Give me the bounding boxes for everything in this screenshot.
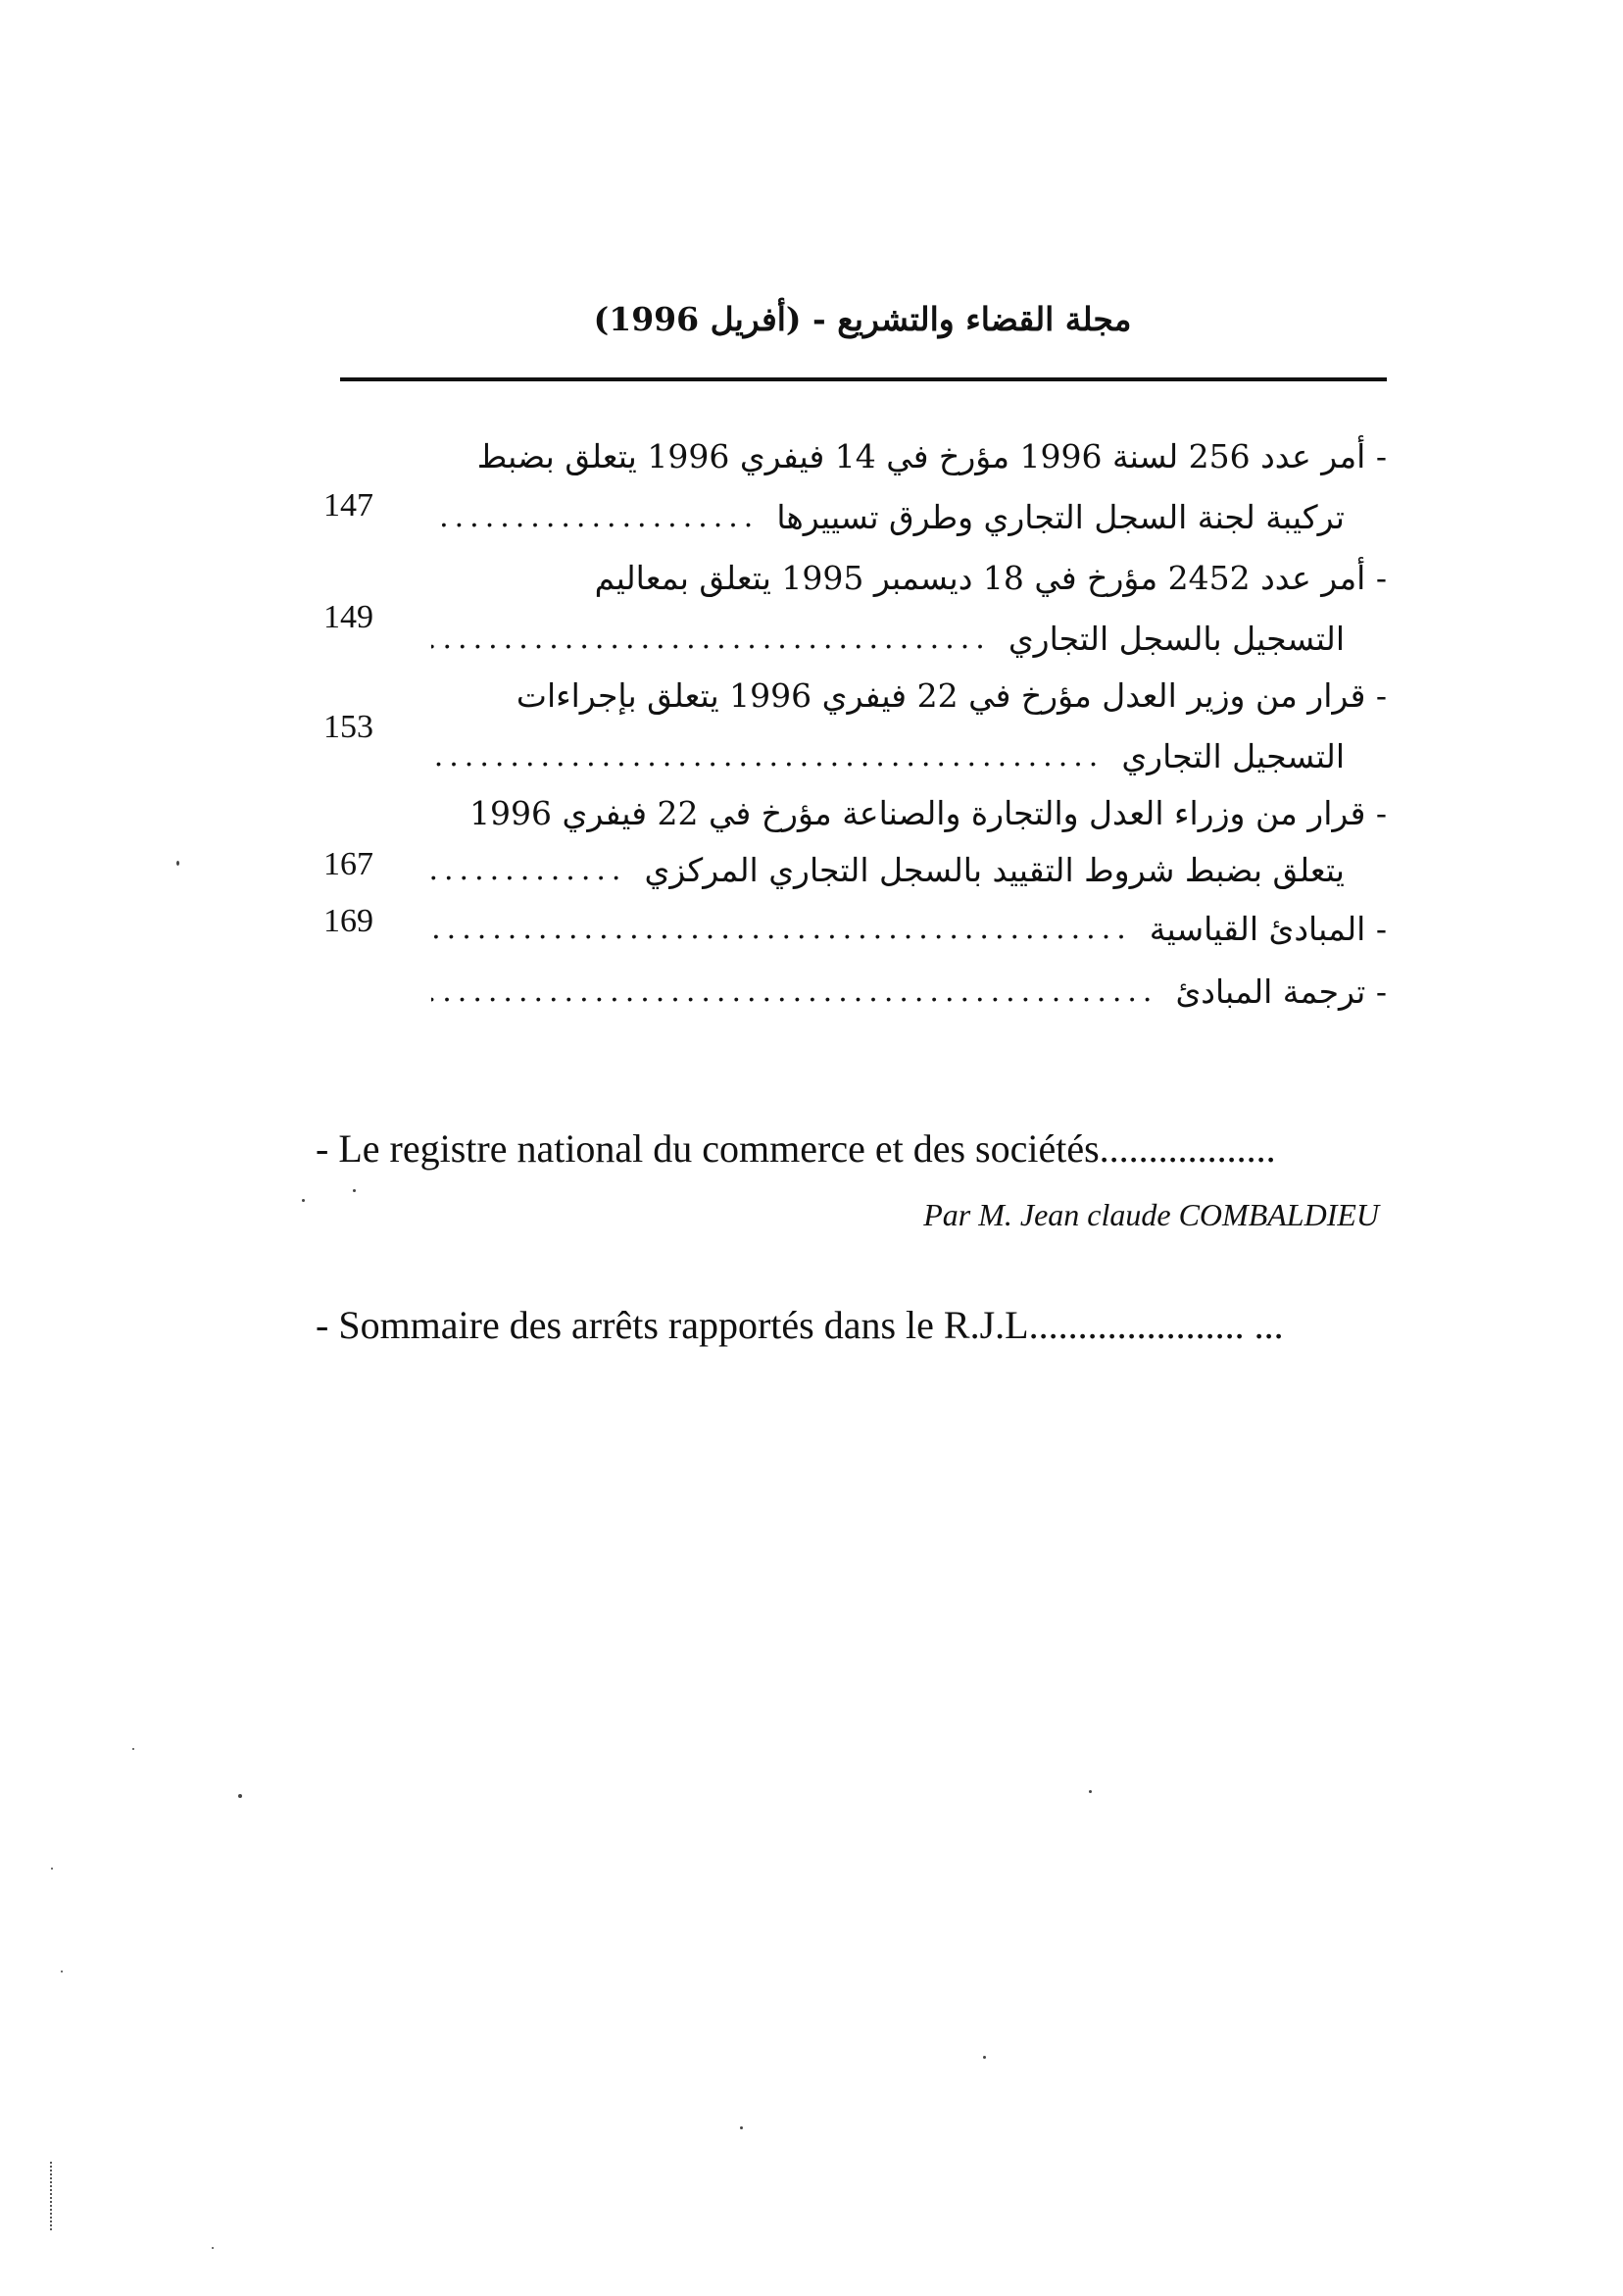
dot-leader	[431, 727, 1104, 786]
toc-entry-4-line-2[interactable]	[431, 841, 1387, 900]
toc-page-number: 149	[323, 599, 373, 635]
toc-entry-text: - قرار من وزير العدل مؤرخ في 22 فيفري 1996 يتعلق بإجراءات	[516, 676, 1387, 715]
toc-entry-text: - قرار من وزراء العدل والتجارة والصناعة مؤرخ في 22 فيفري 1996	[469, 794, 1387, 832]
toc-entry-1-line-2[interactable]	[431, 488, 1387, 547]
toc-entry-text: - ترجمة المبادئ	[1175, 973, 1387, 1011]
header-rule	[340, 377, 1387, 381]
scan-speck	[176, 861, 179, 866]
scan-speck	[740, 2126, 743, 2129]
scan-speck	[61, 1971, 63, 1972]
dot-leader	[431, 610, 991, 669]
scan-speck	[51, 1868, 53, 1870]
dot-leader	[431, 488, 759, 547]
toc-entry-6[interactable]	[431, 963, 1387, 1022]
scan-speck	[302, 1199, 305, 1202]
toc-entry-text: تركيبة لجنة السجل التجاري وطرق تسييرها	[776, 498, 1345, 536]
toc-entry-text: التسجيل التجاري	[1121, 737, 1345, 775]
toc-entry-3-line-1[interactable]	[431, 667, 1387, 725]
toc-entry-text: التسجيل بالسجل التجاري	[1008, 620, 1345, 658]
toc-entry-5[interactable]	[431, 900, 1387, 959]
toc-entry-text: - أمر عدد 256 لسنة 1996 مؤرخ في 14 فيفري 1996 يتعلق بضبط	[476, 437, 1387, 475]
toc-page-number: 169	[323, 903, 373, 939]
toc-page-number: 153	[323, 709, 373, 745]
toc-entry-text: يتعلق بضبط شروط التقييد بالسجل التجاري المركزي	[644, 851, 1345, 889]
scan-speck	[132, 1748, 134, 1750]
scan-speck	[983, 2056, 986, 2059]
toc-page-number: 147	[323, 487, 373, 524]
toc-entry-2-line-1[interactable]	[431, 549, 1387, 608]
toc-entry-1-line-1[interactable]	[431, 427, 1387, 486]
toc-entry-text: - المبادئ القياسية	[1149, 910, 1387, 948]
french-entry-author: Par M. Jean claude COMBALDIEU	[923, 1197, 1379, 1232]
toc-entry-3-line-2[interactable]	[431, 727, 1387, 786]
scan-speck	[238, 1794, 242, 1798]
scan-edge-marks	[50, 2162, 55, 2230]
scan-speck	[212, 2247, 214, 2249]
french-entry-registre[interactable]: - Le registre national du commerce et des sociétés..................	[316, 1126, 1276, 1171]
scan-speck	[353, 1189, 356, 1192]
toc-entry-4-line-1[interactable]	[431, 784, 1387, 843]
dot-leader	[431, 963, 1157, 1022]
toc-entry-2-line-2[interactable]	[431, 610, 1387, 669]
dot-leader	[431, 900, 1132, 959]
scan-speck	[1089, 1790, 1092, 1793]
toc-page-number: 167	[323, 846, 373, 882]
dot-leader	[431, 841, 626, 900]
toc-entry-text: - أمر عدد 2452 مؤرخ في 18 ديسمبر 1995 يتعلق بمعاليم	[594, 559, 1387, 597]
french-entry-sommaire[interactable]: - Sommaire des arrêts rapportés dans le R.J.L...................... ...	[316, 1303, 1284, 1347]
journal-header-title: مجلة القضاء والتشريع - (أفريل 1996)	[593, 300, 1132, 338]
